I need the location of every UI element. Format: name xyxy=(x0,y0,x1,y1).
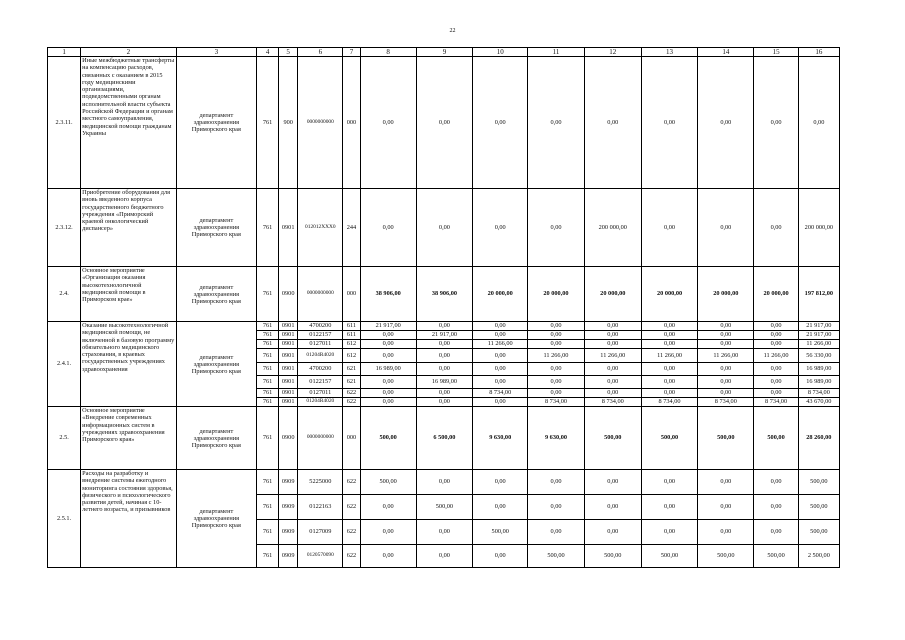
amount-cell: 20 000,00 xyxy=(473,267,528,322)
target-article-code: 0122157 xyxy=(298,376,343,389)
header-cell: 10 xyxy=(473,48,528,57)
amount-cell: 0,00 xyxy=(360,520,416,545)
amount-cell: 500,00 xyxy=(584,545,641,568)
amount-cell: 11 266,00 xyxy=(754,349,798,363)
amount-cell: 0,00 xyxy=(641,376,697,389)
table-row xyxy=(48,57,840,189)
target-article-code: 0122163 xyxy=(298,495,343,520)
amount-cell: 500,00 xyxy=(641,407,697,470)
row-number: 2.5. xyxy=(48,407,81,470)
amount-cell: 0,00 xyxy=(584,363,641,376)
grbs-code: 761 xyxy=(257,520,279,545)
section-code: 0909 xyxy=(279,495,298,520)
amount-cell: 8 734,00 xyxy=(754,398,798,407)
amount-cell: 38 906,00 xyxy=(360,267,416,322)
responsible-executor: департамент здравоохранения Приморского края xyxy=(176,57,256,189)
amount-cell: 0,00 xyxy=(416,349,472,363)
amount-cell: 0,00 xyxy=(473,470,528,495)
amount-cell: 21 917,00 xyxy=(798,331,839,340)
amount-cell: 0,00 xyxy=(360,495,416,520)
section-code: 0900 xyxy=(279,407,298,470)
section-code: 0901 xyxy=(279,376,298,389)
amount-cell: 0,00 xyxy=(473,376,528,389)
grbs-code: 761 xyxy=(257,389,279,398)
amount-cell: 11 266,00 xyxy=(528,349,584,363)
grbs-code: 761 xyxy=(257,340,279,349)
amount-cell: 0,00 xyxy=(754,520,798,545)
amount-cell: 0,00 xyxy=(528,322,584,331)
amount-cell: 0,00 xyxy=(360,398,416,407)
amount-cell: 0,00 xyxy=(641,189,697,267)
section-code: 0901 xyxy=(279,189,298,267)
amount-cell: 0,00 xyxy=(360,189,416,267)
amount-cell: 0,00 xyxy=(641,520,697,545)
amount-cell: 500,00 xyxy=(641,545,697,568)
amount-cell: 0,00 xyxy=(754,389,798,398)
section-code: 0901 xyxy=(279,322,298,331)
amount-cell: 0,00 xyxy=(360,545,416,568)
table-row xyxy=(48,267,840,322)
header-row xyxy=(48,48,840,57)
header-cell: 15 xyxy=(754,48,798,57)
amount-cell: 0,00 xyxy=(528,389,584,398)
amount-cell: 500,00 xyxy=(754,545,798,568)
amount-cell: 0,00 xyxy=(754,363,798,376)
amount-cell: 0,00 xyxy=(416,389,472,398)
amount-cell: 0,00 xyxy=(360,349,416,363)
amount-cell: 2 500,00 xyxy=(798,545,839,568)
amount-cell: 9 630,00 xyxy=(528,407,584,470)
expense-type-code: 244 xyxy=(343,189,360,267)
amount-cell: 0,00 xyxy=(528,520,584,545)
target-article-code: 0127011 xyxy=(298,389,343,398)
expense-type-code: 622 xyxy=(343,495,360,520)
amount-cell: 500,00 xyxy=(798,470,839,495)
amount-cell: 8 734,00 xyxy=(584,398,641,407)
amount-cell: 21 917,00 xyxy=(798,322,839,331)
amount-cell: 0,00 xyxy=(698,495,754,520)
grbs-code: 761 xyxy=(257,470,279,495)
amount-cell: 0,00 xyxy=(584,520,641,545)
amount-cell: 0,00 xyxy=(528,376,584,389)
target-article-code: 01204R4020 xyxy=(298,349,343,363)
grbs-code: 761 xyxy=(257,495,279,520)
amount-cell: 200 000,00 xyxy=(584,189,641,267)
amount-cell: 0,00 xyxy=(584,495,641,520)
grbs-code: 761 xyxy=(257,267,279,322)
amount-cell: 197 812,00 xyxy=(798,267,839,322)
amount-cell: 56 330,00 xyxy=(798,349,839,363)
target-article-code: 0120570090 xyxy=(298,545,343,568)
amount-cell: 0,00 xyxy=(584,340,641,349)
amount-cell: 0,00 xyxy=(416,189,472,267)
amount-cell: 0,00 xyxy=(416,340,472,349)
amount-cell: 0,00 xyxy=(416,363,472,376)
amount-cell: 0,00 xyxy=(473,57,528,189)
budget-table xyxy=(47,47,840,568)
target-article-code: 0000000000 xyxy=(298,57,343,189)
row-description: Оказание высокотехнологичной медицинской помощи, не включенной в базовую программу обязательного медицинского страхования, в краевых государственных учреждениях здравоохранения xyxy=(81,322,176,407)
amount-cell: 0,00 xyxy=(473,349,528,363)
amount-cell: 11 266,00 xyxy=(698,349,754,363)
expense-type-code: 612 xyxy=(343,349,360,363)
header-cell: 3 xyxy=(176,48,256,57)
amount-cell: 0,00 xyxy=(473,189,528,267)
amount-cell: 0,00 xyxy=(360,57,416,189)
amount-cell: 0,00 xyxy=(528,340,584,349)
header-cell: 16 xyxy=(798,48,839,57)
amount-cell: 0,00 xyxy=(754,495,798,520)
section-code: 0901 xyxy=(279,331,298,340)
grbs-code: 761 xyxy=(257,189,279,267)
expense-type-code: 621 xyxy=(343,376,360,389)
responsible-executor: департамент здравоохранения Приморского края xyxy=(176,267,256,322)
amount-cell: 0,00 xyxy=(473,331,528,340)
amount-cell: 500,00 xyxy=(528,545,584,568)
amount-cell: 0,00 xyxy=(641,495,697,520)
amount-cell: 0,00 xyxy=(584,389,641,398)
amount-cell: 21 917,00 xyxy=(360,322,416,331)
amount-cell: 0,00 xyxy=(416,470,472,495)
amount-cell: 0,00 xyxy=(754,189,798,267)
amount-cell: 0,00 xyxy=(473,363,528,376)
amount-cell: 9 630,00 xyxy=(473,407,528,470)
amount-cell: 0,00 xyxy=(528,495,584,520)
amount-cell: 0,00 xyxy=(528,470,584,495)
amount-cell: 0,00 xyxy=(416,322,472,331)
expense-type-code: 622 xyxy=(343,545,360,568)
amount-cell: 0,00 xyxy=(360,376,416,389)
header-cell: 5 xyxy=(279,48,298,57)
target-article-code: 012012XXX0 xyxy=(298,189,343,267)
amount-cell: 0,00 xyxy=(416,57,472,189)
table-row xyxy=(48,470,840,495)
amount-cell: 200 000,00 xyxy=(798,189,839,267)
amount-cell: 0,00 xyxy=(528,331,584,340)
amount-cell: 16 989,00 xyxy=(360,363,416,376)
section-code: 0901 xyxy=(279,389,298,398)
amount-cell: 0,00 xyxy=(416,520,472,545)
amount-cell: 0,00 xyxy=(641,340,697,349)
grbs-code: 761 xyxy=(257,363,279,376)
amount-cell: 0,00 xyxy=(754,322,798,331)
header-cell: 4 xyxy=(257,48,279,57)
row-number: 2.5.1. xyxy=(48,470,81,568)
amount-cell: 8 734,00 xyxy=(698,398,754,407)
grbs-code: 761 xyxy=(257,398,279,407)
amount-cell: 0,00 xyxy=(528,363,584,376)
target-article-code: 5225000 xyxy=(298,470,343,495)
amount-cell: 11 266,00 xyxy=(584,349,641,363)
amount-cell: 8 734,00 xyxy=(798,389,839,398)
page-number: 22 xyxy=(449,28,456,34)
amount-cell: 11 266,00 xyxy=(798,340,839,349)
amount-cell: 500,00 xyxy=(416,495,472,520)
amount-cell: 0,00 xyxy=(473,495,528,520)
amount-cell: 0,00 xyxy=(528,189,584,267)
amount-cell: 0,00 xyxy=(698,322,754,331)
amount-cell: 8 734,00 xyxy=(473,389,528,398)
header-cell: 11 xyxy=(528,48,584,57)
target-article-code: 0000000000 xyxy=(298,267,343,322)
grbs-code: 761 xyxy=(257,545,279,568)
amount-cell: 43 670,00 xyxy=(798,398,839,407)
expense-type-code: 000 xyxy=(343,57,360,189)
amount-cell: 0,00 xyxy=(698,340,754,349)
section-code: 0900 xyxy=(279,267,298,322)
header-cell: 14 xyxy=(698,48,754,57)
amount-cell: 500,00 xyxy=(473,520,528,545)
row-description: Основное мероприятие «Организация оказания высокотехнологичной медицинской помощи в Приморском крае» xyxy=(81,267,176,322)
target-article-code: 4700200 xyxy=(298,363,343,376)
row-number: 2.3.11. xyxy=(48,57,81,189)
amount-cell: 0,00 xyxy=(416,545,472,568)
amount-cell: 38 906,00 xyxy=(416,267,472,322)
amount-cell: 500,00 xyxy=(698,407,754,470)
target-article-code: 01204R4020 xyxy=(298,398,343,407)
amount-cell: 0,00 xyxy=(698,57,754,189)
amount-cell: 0,00 xyxy=(641,331,697,340)
table-row xyxy=(48,189,840,267)
amount-cell: 0,00 xyxy=(754,376,798,389)
grbs-code: 761 xyxy=(257,322,279,331)
amount-cell: 0,00 xyxy=(473,322,528,331)
amount-cell: 0,00 xyxy=(754,340,798,349)
grbs-code: 761 xyxy=(257,331,279,340)
amount-cell: 0,00 xyxy=(528,57,584,189)
row-number: 2.3.12. xyxy=(48,189,81,267)
amount-cell: 20 000,00 xyxy=(641,267,697,322)
amount-cell: 500,00 xyxy=(360,470,416,495)
amount-cell: 0,00 xyxy=(698,389,754,398)
amount-cell: 20 000,00 xyxy=(698,267,754,322)
amount-cell: 0,00 xyxy=(584,57,641,189)
expense-type-code: 611 xyxy=(343,322,360,331)
target-article-code: 0127009 xyxy=(298,520,343,545)
responsible-executor: департамент здравоохранения Приморского края xyxy=(176,189,256,267)
section-code: 0909 xyxy=(279,545,298,568)
target-article-code: 0000000000 xyxy=(298,407,343,470)
expense-type-code: 622 xyxy=(343,398,360,407)
amount-cell: 0,00 xyxy=(698,470,754,495)
grbs-code: 761 xyxy=(257,376,279,389)
amount-cell: 0,00 xyxy=(641,389,697,398)
responsible-executor: департамент здравоохранения Приморского края xyxy=(176,470,256,568)
amount-cell: 0,00 xyxy=(698,363,754,376)
target-article-code: 4700200 xyxy=(298,322,343,331)
header-cell: 6 xyxy=(298,48,343,57)
amount-cell: 0,00 xyxy=(584,470,641,495)
amount-cell: 0,00 xyxy=(754,57,798,189)
amount-cell: 500,00 xyxy=(698,545,754,568)
section-code: 0909 xyxy=(279,520,298,545)
amount-cell: 8 734,00 xyxy=(528,398,584,407)
section-code: 0901 xyxy=(279,340,298,349)
grbs-code: 761 xyxy=(257,57,279,189)
row-description: Основное мероприятие «Внедрение современных информационных систем в учреждениях здравоохранения Приморского края» xyxy=(81,407,176,470)
amount-cell: 16 989,00 xyxy=(416,376,472,389)
target-article-code: 0122157 xyxy=(298,331,343,340)
amount-cell: 21 917,00 xyxy=(416,331,472,340)
amount-cell: 0,00 xyxy=(584,376,641,389)
amount-cell: 6 500,00 xyxy=(416,407,472,470)
header-cell: 7 xyxy=(343,48,360,57)
expense-type-code: 000 xyxy=(343,267,360,322)
header-cell: 8 xyxy=(360,48,416,57)
target-article-code: 0127011 xyxy=(298,340,343,349)
amount-cell: 0,00 xyxy=(360,340,416,349)
amount-cell: 0,00 xyxy=(698,331,754,340)
amount-cell: 11 266,00 xyxy=(641,349,697,363)
amount-cell: 0,00 xyxy=(641,57,697,189)
amount-cell: 0,00 xyxy=(754,331,798,340)
amount-cell: 20 000,00 xyxy=(584,267,641,322)
responsible-executor: департамент здравоохранения Приморского края xyxy=(176,322,256,407)
amount-cell: 0,00 xyxy=(584,331,641,340)
table-row xyxy=(48,322,840,331)
amount-cell: 0,00 xyxy=(641,322,697,331)
amount-cell: 0,00 xyxy=(698,189,754,267)
amount-cell: 0,00 xyxy=(473,398,528,407)
grbs-code: 761 xyxy=(257,407,279,470)
amount-cell: 500,00 xyxy=(798,495,839,520)
amount-cell: 0,00 xyxy=(584,322,641,331)
header-cell: 9 xyxy=(416,48,472,57)
amount-cell: 0,00 xyxy=(698,376,754,389)
amount-cell: 0,00 xyxy=(641,470,697,495)
section-code: 0901 xyxy=(279,349,298,363)
table-row xyxy=(48,407,840,470)
amount-cell: 0,00 xyxy=(754,470,798,495)
responsible-executor: департамент здравоохранения Приморского края xyxy=(176,407,256,470)
amount-cell: 28 260,00 xyxy=(798,407,839,470)
amount-cell: 500,00 xyxy=(798,520,839,545)
amount-cell: 500,00 xyxy=(584,407,641,470)
amount-cell: 0,00 xyxy=(360,389,416,398)
header-cell: 13 xyxy=(641,48,697,57)
expense-type-code: 622 xyxy=(343,520,360,545)
amount-cell: 0,00 xyxy=(641,363,697,376)
section-code: 0901 xyxy=(279,363,298,376)
section-code: 0909 xyxy=(279,470,298,495)
expense-type-code: 621 xyxy=(343,363,360,376)
expense-type-code: 000 xyxy=(343,407,360,470)
amount-cell: 0,00 xyxy=(698,520,754,545)
header-cell: 12 xyxy=(584,48,641,57)
amount-cell: 0,00 xyxy=(798,57,839,189)
amount-cell: 20 000,00 xyxy=(528,267,584,322)
amount-cell: 0,00 xyxy=(416,398,472,407)
header-cell: 2 xyxy=(81,48,176,57)
expense-type-code: 611 xyxy=(343,331,360,340)
amount-cell: 500,00 xyxy=(360,407,416,470)
amount-cell: 0,00 xyxy=(360,331,416,340)
grbs-code: 761 xyxy=(257,349,279,363)
section-code: 900 xyxy=(279,57,298,189)
amount-cell: 0,00 xyxy=(473,545,528,568)
amount-cell: 8 734,00 xyxy=(641,398,697,407)
row-description: Приобретение оборудования для вновь введенного корпуса государственного бюджетного учреждения «Приморский краевой онкологический диспансер» xyxy=(81,189,176,267)
expense-type-code: 622 xyxy=(343,470,360,495)
row-number: 2.4.1. xyxy=(48,322,81,407)
expense-type-code: 622 xyxy=(343,389,360,398)
row-description: Иные межбюджетные трансферты на компенсацию расходов, связанных с оказанием в 2015 году медицинскими организациями, подведомственными органам исполнительной власти субъекта Российской Федерации и органам местного самоуправления, медицинской помощи гражданам Украины xyxy=(81,57,176,189)
amount-cell: 16 989,00 xyxy=(798,363,839,376)
row-description: Расходы на разработку и внедрение системы ежегодного мониторинга состояния здоровья, физического и психологического развития детей, начиная с 10-летнего возраста, и призывников xyxy=(81,470,176,568)
section-code: 0901 xyxy=(279,398,298,407)
amount-cell: 500,00 xyxy=(754,407,798,470)
amount-cell: 11 266,00 xyxy=(473,340,528,349)
row-number: 2.4. xyxy=(48,267,81,322)
amount-cell: 16 989,00 xyxy=(798,376,839,389)
amount-cell: 20 000,00 xyxy=(754,267,798,322)
expense-type-code: 612 xyxy=(343,340,360,349)
header-cell: 1 xyxy=(48,48,81,57)
